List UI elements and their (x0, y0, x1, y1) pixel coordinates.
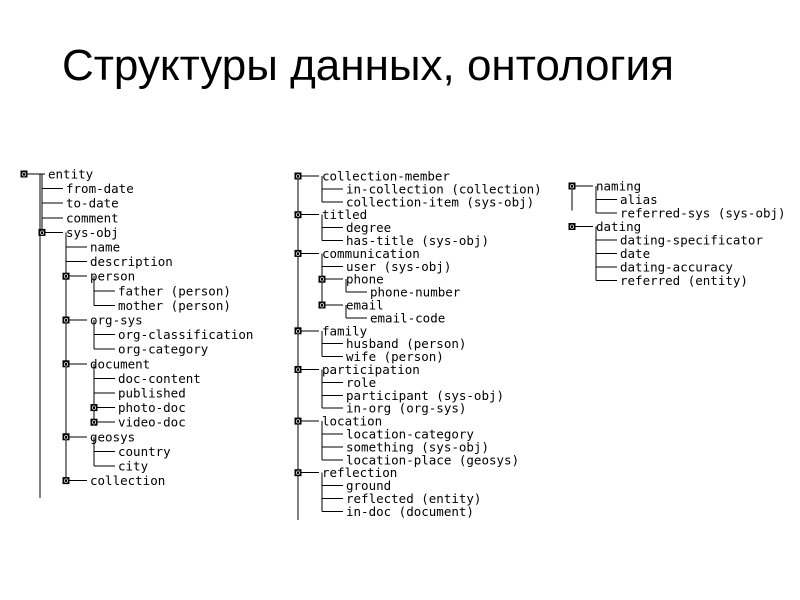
class-marker-org-sys (63, 316, 70, 325)
property-node-email-code: email-code (370, 310, 446, 326)
svg-text:o: o (295, 326, 301, 336)
property-node-phone-number: phone-number (370, 284, 461, 300)
class-node-family: family (322, 323, 368, 339)
property-node-in-org: in-org (org-sys) (346, 400, 467, 416)
property-node-published: published (118, 385, 186, 401)
class-marker-reflection (295, 468, 302, 477)
class-marker-document (63, 359, 70, 368)
svg-text:o: o (295, 468, 301, 478)
svg-text:o: o (91, 403, 97, 413)
class-marker-collection (63, 476, 70, 485)
property-node-date: date (620, 246, 651, 261)
svg-text:o: o (569, 181, 575, 191)
class-marker-phone (319, 275, 326, 284)
property-node-role: role (346, 374, 377, 390)
svg-text:o: o (91, 417, 97, 427)
property-node-to-date: to-date (66, 195, 119, 211)
class-node-dating: dating (596, 219, 642, 234)
property-node-dating-specificator: dating-specificator (620, 232, 763, 248)
property-node-referred-sys: referred-sys (sys-obj) (620, 205, 786, 221)
svg-text:o: o (295, 248, 301, 258)
svg-text:o: o (63, 476, 69, 486)
class-node-email: email (346, 297, 384, 313)
property-node-org-classification: org-classification (118, 327, 254, 343)
class-node-naming: naming (596, 178, 642, 194)
class-marker-sys-obj (39, 228, 46, 237)
class-node-geosys: geosys (90, 429, 136, 445)
class-node-photo-doc: photo-doc (118, 400, 186, 416)
class-node-location: location (322, 413, 383, 429)
property-node-something: something (sys-obj) (346, 439, 489, 455)
property-node-city: city (118, 458, 149, 474)
svg-text:o: o (295, 365, 301, 374)
svg-text:o: o (63, 271, 69, 281)
property-node-description: description (90, 254, 173, 270)
class-marker-collection-member (295, 172, 302, 181)
property-node-comment: comment (66, 210, 119, 226)
class-marker-entity (21, 170, 28, 179)
class-node-reflection: reflection (322, 465, 398, 481)
class-marker-naming (569, 182, 576, 191)
class-node-document: document (90, 356, 151, 372)
svg-text:o: o (39, 227, 45, 237)
class-marker-location (295, 417, 302, 426)
property-node-dating-accuracy: dating-accuracy (620, 259, 733, 275)
property-node-doc-content: doc-content (118, 370, 201, 386)
class-marker-email (319, 301, 326, 310)
property-node-collection-item: collection-item (sys-obj) (346, 194, 535, 210)
svg-text:o: o (63, 315, 69, 325)
property-node-has-title: has-title (sys-obj) (346, 233, 489, 248)
property-node-mother: mother (person) (118, 297, 231, 313)
property-node-ground: ground (346, 478, 392, 494)
property-node-country: country (118, 443, 171, 459)
class-node-phone: phone (346, 271, 384, 287)
property-node-reflected: reflected (entity) (346, 491, 482, 506)
svg-text:o: o (295, 210, 301, 220)
property-node-participant: participant (sys-obj) (346, 387, 505, 403)
svg-text:o: o (63, 432, 69, 442)
property-node-from-date: from-date (66, 181, 134, 197)
svg-text:o: o (319, 300, 325, 310)
property-node-user: user (sys-obj) (346, 258, 452, 274)
class-node-org-sys: org-sys (90, 312, 143, 328)
class-node-video-doc: video-doc (118, 414, 186, 430)
property-node-in-doc: in-doc (document) (346, 503, 474, 519)
class-marker-person (63, 272, 70, 281)
class-marker-titled (295, 210, 302, 219)
class-marker-video-doc (91, 418, 98, 427)
class-node-communication: communication (322, 245, 420, 261)
class-node-participation: participation (322, 362, 420, 377)
property-node-location-place: location-place (geosys) (346, 452, 520, 468)
class-node-collection: collection (90, 473, 166, 489)
class-node-entity: entity (48, 166, 94, 182)
class-node-collection-member: collection-member (322, 168, 450, 184)
property-node-in-collection: in-collection (collection) (346, 181, 542, 197)
svg-text:o: o (569, 222, 575, 231)
class-marker-geosys (63, 432, 70, 441)
property-node-referred: referred (entity) (620, 273, 748, 288)
property-node-wife: wife (person) (346, 349, 444, 365)
svg-text:o: o (295, 171, 301, 181)
class-node-person: person (90, 268, 136, 284)
property-node-husband: husband (person) (346, 336, 467, 352)
property-node-father: father (person) (118, 283, 231, 299)
property-node-name: name (90, 239, 121, 255)
svg-text:o: o (319, 274, 325, 284)
svg-text:o: o (295, 416, 301, 426)
class-marker-photo-doc (91, 403, 98, 412)
class-node-sys-obj: sys-obj (66, 224, 119, 240)
class-marker-participation (295, 365, 302, 374)
class-marker-communication (295, 249, 302, 258)
svg-text:o: o (63, 359, 69, 369)
class-marker-family (295, 326, 302, 335)
property-node-org-category: org-category (118, 341, 209, 357)
class-marker-dating (569, 222, 576, 231)
class-node-titled: titled (322, 207, 368, 223)
property-node-location-category: location-category (346, 426, 474, 442)
property-node-degree: degree (346, 220, 392, 236)
slide-title: Структуры данных, онтология (62, 41, 674, 90)
svg-text:o: o (21, 169, 27, 179)
property-node-alias: alias (620, 192, 658, 207)
